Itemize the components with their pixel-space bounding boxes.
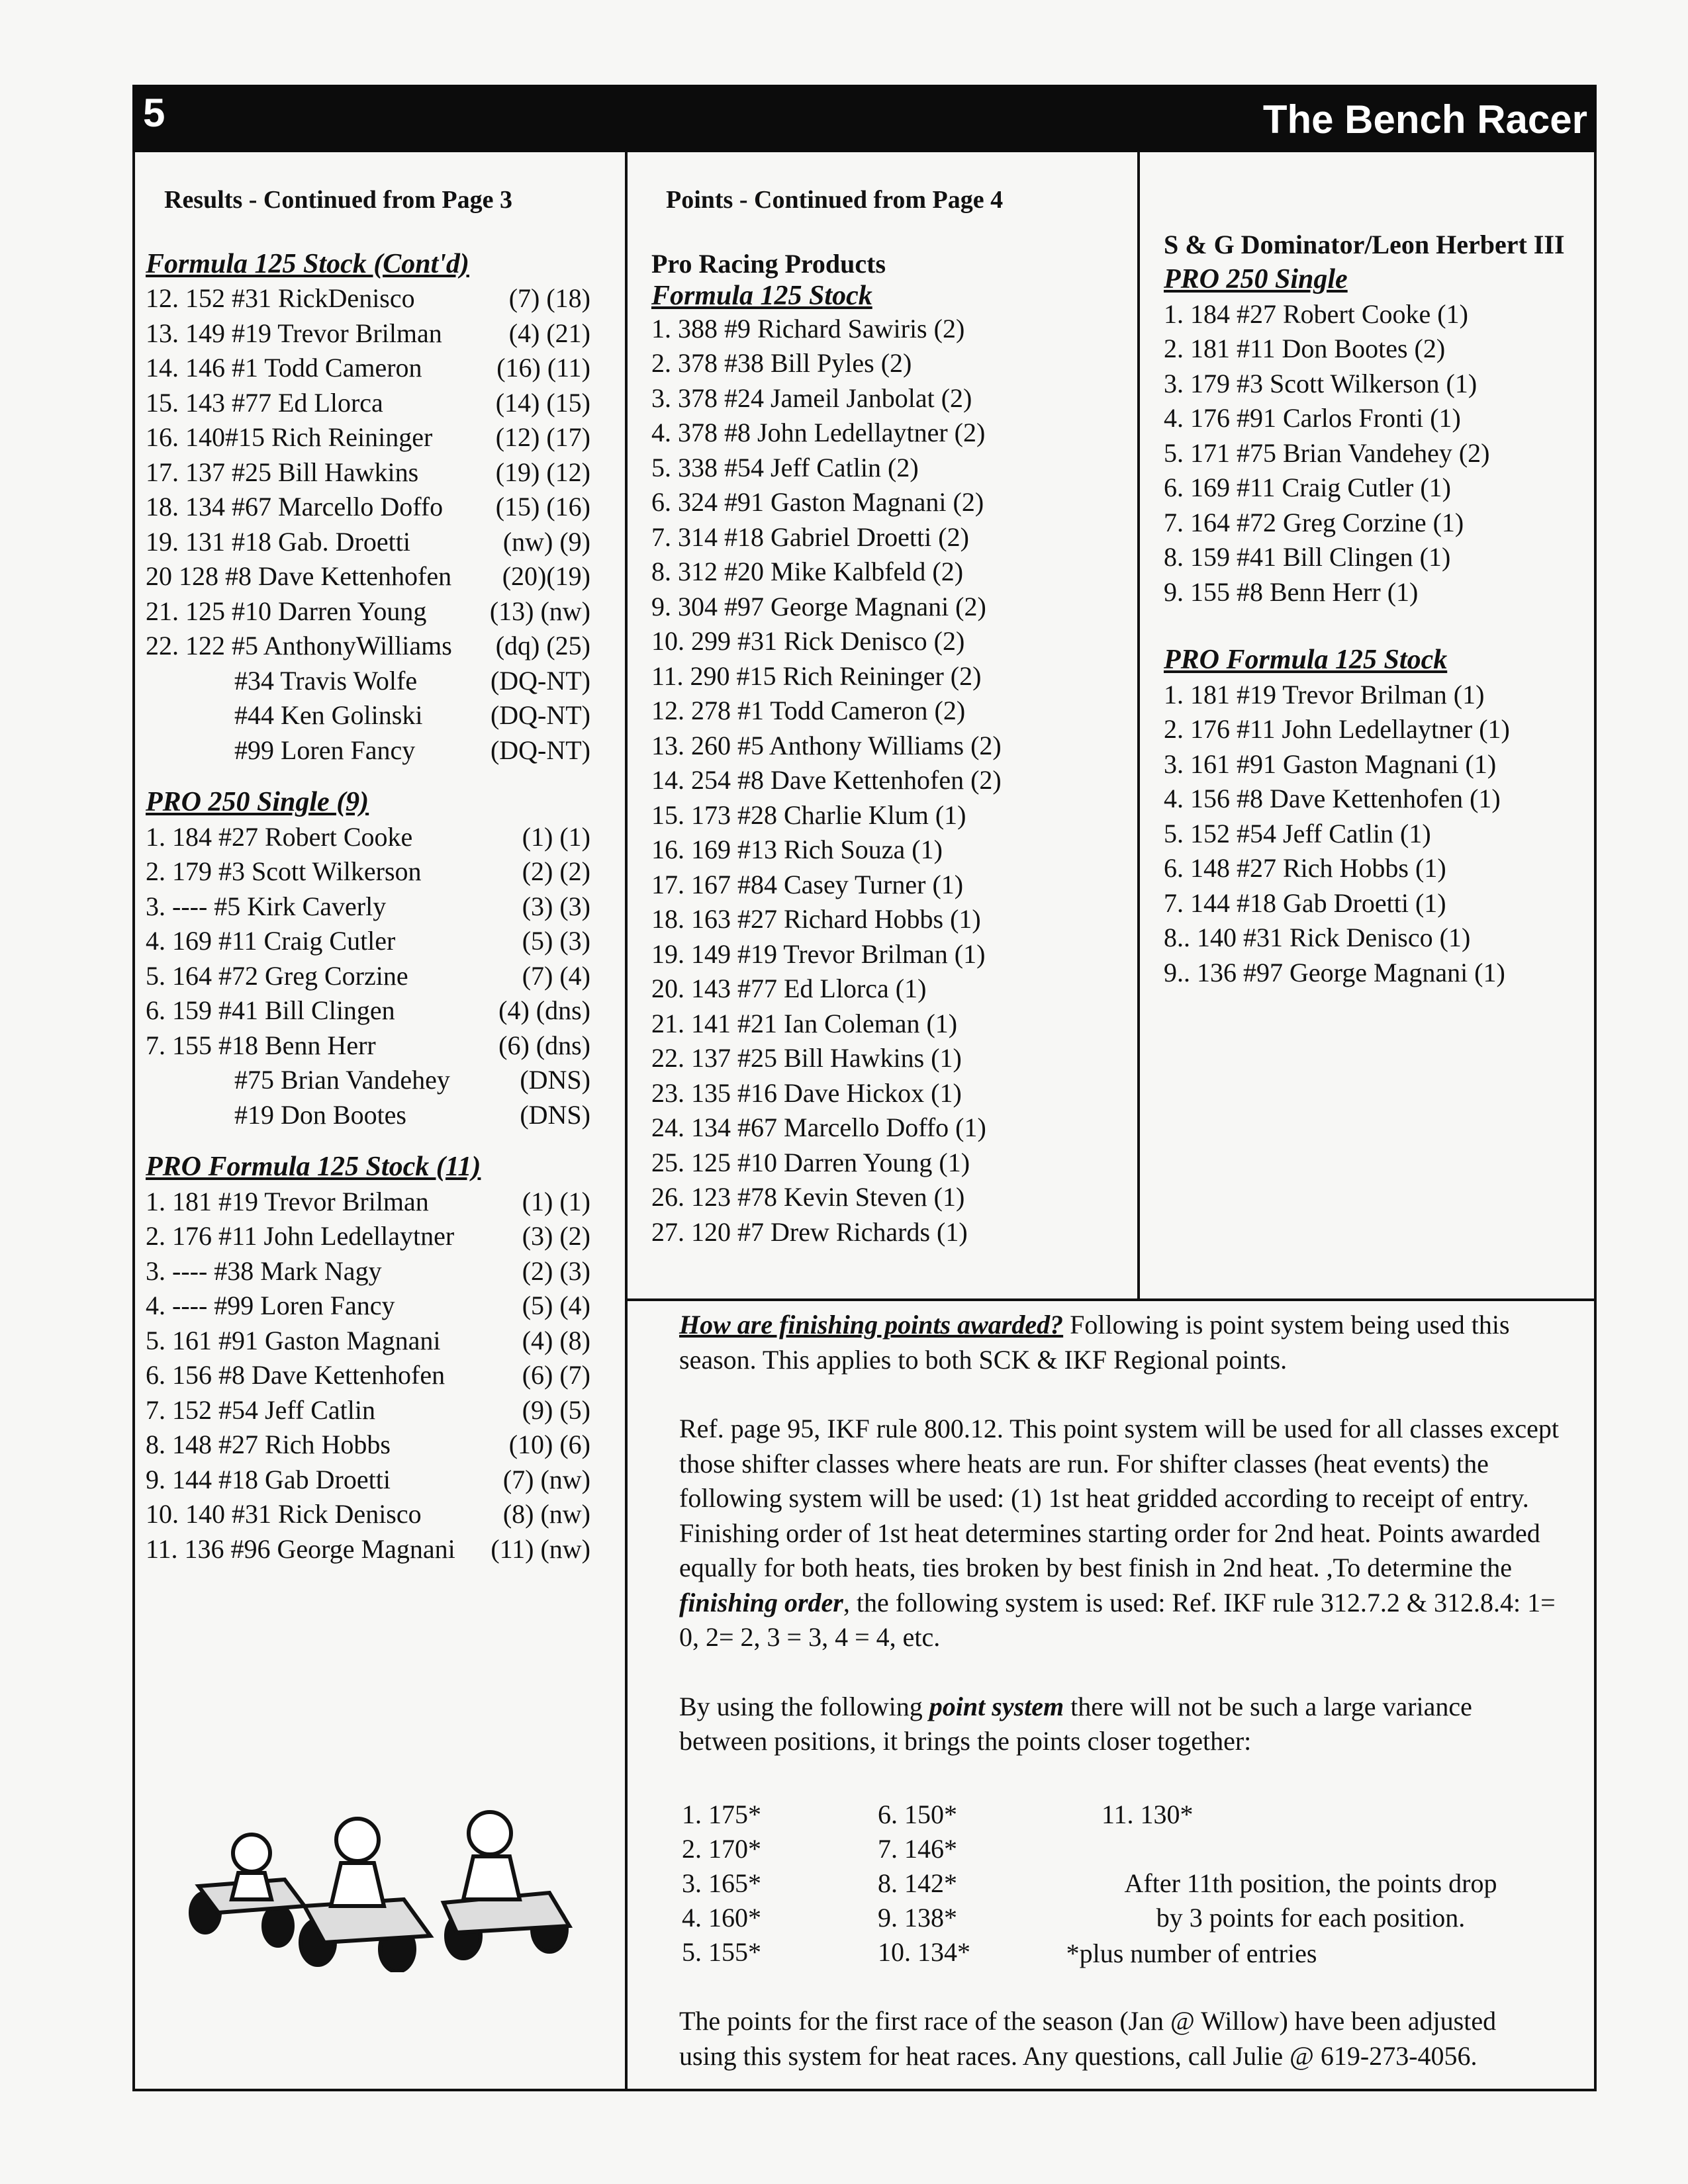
result-row [146, 1219, 590, 1254]
points-row: 4. 156 #8 Dave Kettenhofen (1) [1164, 784, 1501, 813]
heat-results: (DQ-NT) [490, 700, 590, 730]
heat-results: (2) (3) [522, 1255, 590, 1286]
heat-results: (10) (6) [508, 1430, 590, 1459]
heat-results: (6) (7) [522, 1360, 590, 1390]
points-row: 10. 299 #31 Rick Denisco (2) [651, 626, 965, 656]
heat-results: (nw) (9) [502, 526, 590, 557]
driver-entry: 22. 122 #5 AnthonyWilliams [146, 631, 452, 660]
result-row [146, 1063, 590, 1098]
points-table-cell: 5. 155* [682, 1937, 761, 1967]
points-row: 7. 164 #72 Greg Corzine (1) [1164, 507, 1464, 537]
driver-entry: 5. 164 #72 Greg Corzine [146, 960, 408, 991]
driver-entry: 11. 136 #96 George Magnani [146, 1533, 455, 1564]
article-text: The points for the first race of the season (Jan @ Willow) have been adjusted using this system for heat races. Any questions, call Julie @ 619-273-4056. [679, 2006, 1497, 2071]
article-divider [625, 1298, 1597, 1301]
heat-results: (4) (dns) [498, 995, 590, 1025]
heat-results: (1) (1) [522, 821, 590, 852]
points-table-cell: 11. 130* [1102, 1799, 1194, 1829]
sponsor-name: Pro Racing Products [651, 248, 886, 279]
points-row: 16. 169 #13 Rich Souza (1) [651, 835, 943, 864]
points-article [679, 1308, 1560, 1794]
result-row [146, 698, 590, 733]
points-row: 19. 149 #19 Trevor Brilman (1) [651, 938, 986, 969]
points-row: 1. 388 #9 Richard Sawiris (2) [651, 313, 965, 343]
points-row: 23. 135 #16 Dave Hickox (1) [651, 1077, 962, 1108]
points-table-cell: 7. 146* [878, 1834, 957, 1864]
points-row: 2. 181 #11 Don Bootes (2) [1164, 334, 1446, 363]
heat-results: (DNS) [520, 1065, 590, 1095]
points-table-cell: 10. 134* [878, 1937, 970, 1967]
driver-entry: 15. 143 #77 Ed Llorca [146, 387, 383, 418]
points-row: 12. 278 #1 Todd Cameron (2) [651, 696, 966, 725]
driver-entry: 2. 176 #11 John Ledellaytner [146, 1221, 455, 1251]
section-title: PRO Formula 125 Stock [1164, 645, 1448, 675]
driver-entry: 18. 134 #67 Marcello Doffo [146, 492, 444, 522]
points-row: 8. 312 #20 Mike Kalbfeld (2) [651, 557, 964, 586]
points-row: 3. 179 #3 Scott Wilkerson (1) [1164, 368, 1477, 398]
column-divider-left [625, 151, 628, 2091]
points-row: 3. 378 #24 Jameil Janbolat (2) [651, 383, 972, 413]
points-row: 4. 378 #8 John Ledellaytner (2) [651, 418, 986, 447]
points-row: 20. 143 #77 Ed Llorca (1) [651, 974, 927, 1003]
driver-entry: 6. 156 #8 Dave Kettenhofen [146, 1360, 445, 1390]
driver-entry: 8. 148 #27 Rich Hobbs [146, 1430, 391, 1459]
result-row [146, 664, 590, 699]
points-table-cell: 6. 150* [878, 1799, 957, 1829]
result-row [146, 924, 590, 959]
heat-results: (19) (12) [495, 457, 590, 487]
driver-entry: 20 128 #8 Dave Kettenhofen [146, 561, 452, 591]
article-text: there will not be such a large variance between positions, it brings the points closer together: [679, 1691, 1472, 1756]
heat-results: (6) (dns) [498, 1030, 590, 1060]
sponsor-name: S & G Dominator/Leon Herbert III [1164, 230, 1565, 259]
result-row [146, 455, 590, 490]
result-row [146, 854, 590, 889]
heat-results: (8) (nw) [502, 1499, 590, 1529]
driver-entry: 16. 140#15 Rich Reininger [146, 422, 433, 452]
section-spacer [1164, 610, 1601, 643]
driver-entry: #75 Brian Vandehey [234, 1065, 450, 1095]
result-row [146, 594, 590, 629]
driver-entry: 5. 161 #91 Gaston Magnani [146, 1325, 441, 1355]
points-row: 6. 324 #91 Gaston Magnani (2) [651, 487, 984, 517]
points-row: 11. 290 #15 Rich Reininger (2) [651, 660, 982, 691]
points-list [651, 312, 1128, 1250]
heat-results: (11) (nw) [491, 1533, 590, 1564]
article-emphasis: point system [929, 1691, 1064, 1721]
article-text: Ref. page 95, IKF rule 800.12. This point system will be used for all classes except those shifter classes where heats are run. For shifter classes (heat events) the following system will be used: (1) 1st heat gridded according to receipt of entry. Finishing order of 1st heat determines starting order for 2nd heat. Points awarded equally for both heats, ties broken by best finish in 2nd heat. ,To determine the [679, 1414, 1560, 1582]
driver-entry: 1. 184 #27 Robert Cooke [146, 821, 413, 852]
points-row: 8. 159 #41 Bill Clingen (1) [1164, 542, 1451, 572]
points-row: 24. 134 #67 Marcello Doffo (1) [651, 1113, 986, 1142]
points-table-cell: 8. 142* [878, 1868, 957, 1898]
driver-entry: #19 Don Bootes [234, 1099, 406, 1130]
points-row: 7. 314 #18 Gabriel Droetti (2) [651, 522, 969, 552]
article-paragraph-4 [679, 2004, 1560, 2108]
heat-results: (9) (5) [522, 1394, 590, 1425]
points-row: 15. 173 #28 Charlie Klum (1) [651, 799, 966, 830]
heat-results: (13) (nw) [489, 596, 590, 626]
points-row: 1. 181 #19 Trevor Brilman (1) [1164, 679, 1485, 709]
result-row [146, 959, 590, 994]
sponsor-sections [1164, 262, 1601, 990]
driver-entry: 21. 125 #10 Darren Young [146, 596, 427, 626]
result-row [146, 1393, 590, 1428]
section-spacer [146, 768, 590, 785]
result-row [146, 629, 590, 664]
plus-entries-note: *plus number of entries [1066, 1938, 1317, 1968]
driver-entry: 9. 144 #18 Gab Droetti [146, 1464, 391, 1494]
heat-results: (1) (1) [522, 1186, 590, 1216]
driver-entry: 3. ---- #5 Kirk Caverly [146, 891, 387, 921]
heat-results: (5) (4) [522, 1291, 590, 1320]
points-table-cell: 2. 170* [682, 1834, 761, 1864]
points-table-cell: 1. 175* [682, 1799, 761, 1829]
article-text: Following is point system being used this season. This applies to both SCK & IKF Regional points. [679, 1310, 1510, 1375]
points-row: 18. 163 #27 Richard Hobbs (1) [651, 904, 981, 934]
points-table-cell: 9. 138* [878, 1903, 957, 1933]
driver-entry: 17. 137 #25 Bill Hawkins [146, 457, 419, 487]
results-sections [146, 247, 590, 1567]
points-table-col-3 [1102, 1797, 1194, 1832]
section-title: PRO Formula 125 Stock (11) [146, 1152, 481, 1182]
heat-results: (DNS) [520, 1099, 590, 1130]
result-row [146, 1098, 590, 1133]
result-row [146, 316, 590, 351]
result-row [146, 1497, 590, 1532]
section-title: Formula 125 Stock [651, 280, 872, 311]
points-table-cell: 4. 160* [682, 1903, 761, 1933]
driver-entry: 13. 149 #19 Trevor Brilman [146, 318, 442, 348]
result-row [146, 1463, 590, 1498]
result-row [146, 993, 590, 1028]
points-row: 27. 120 #7 Drew Richards (1) [651, 1216, 968, 1247]
article-text: , the following system is used: Ref. IKF rule 312.7.2 & 312.8.4: 1= 0, 2= 2, 3 = 3, 4 = 4, etc. [679, 1587, 1556, 1652]
points-row: 9. 155 #8 Benn Herr (1) [1164, 576, 1419, 607]
results-column [146, 183, 590, 1567]
go-kart-illustration [179, 1774, 576, 1972]
points-row: 7. 144 #18 Gab Droetti (1) [1164, 887, 1446, 918]
after-11th-note [1072, 1866, 1549, 1935]
heat-results: (7) (nw) [502, 1464, 590, 1494]
result-row [146, 281, 590, 316]
result-row [146, 889, 590, 925]
points-row: 14. 254 #8 Dave Kettenhofen (2) [651, 765, 1002, 795]
points-table-col-2 [878, 1797, 970, 1970]
points-row: 6. 148 #27 Rich Hobbs (1) [1164, 853, 1446, 883]
points-row: 1. 184 #27 Robert Cooke (1) [1164, 298, 1468, 329]
heat-results: (7) (4) [522, 960, 590, 991]
article-paragraph-2 [679, 1412, 1560, 1655]
points-row: 2. 378 #38 Bill Pyles (2) [651, 348, 912, 378]
points-row: 25. 125 #10 Darren Young (1) [651, 1147, 970, 1177]
article-paragraph-1 [679, 1308, 1560, 1377]
page-number: 5 [143, 91, 165, 135]
points-row: 3. 161 #91 Gaston Magnani (1) [1164, 749, 1497, 779]
points-row: 8.. 140 #31 Rick Denisco (1) [1164, 923, 1471, 952]
heat-results: (14) (15) [495, 387, 590, 418]
heat-results: (16) (11) [496, 353, 590, 383]
points-row: 26. 123 #78 Kevin Steven (1) [651, 1182, 965, 1212]
article-text: By using the following [679, 1691, 929, 1721]
section-title: PRO 250 Single [1164, 264, 1348, 295]
driver-entry: 14. 146 #1 Todd Cameron [146, 353, 422, 383]
driver-entry: 10. 140 #31 Rick Denisco [146, 1499, 422, 1529]
heat-results: (2) (2) [522, 856, 590, 886]
heat-results: (12) (17) [495, 422, 590, 452]
result-row [146, 1532, 590, 1567]
publication-title: The Bench Racer [1262, 97, 1587, 142]
article-paragraph-3 [679, 1690, 1560, 1759]
driver-entry: 12. 152 #31 RickDenisco [146, 283, 415, 313]
heat-results: (3) (2) [522, 1221, 590, 1251]
points-table-col-1 [682, 1797, 761, 1970]
heat-results: (7) (18) [508, 283, 590, 313]
article-question: How are finishing points awarded? [679, 1310, 1064, 1340]
page-header [132, 85, 1597, 152]
result-row [146, 1289, 590, 1324]
points-row: 9. 304 #97 George Magnani (2) [651, 591, 986, 621]
note-line: After 11th position, the points drop [1124, 1868, 1497, 1898]
driver-entry: 6. 159 #41 Bill Clingen [146, 995, 395, 1025]
heat-results: (DQ-NT) [490, 665, 590, 696]
sponsor-points-column [1164, 228, 1601, 990]
points-row: 2. 176 #11 John Ledellaytner (1) [1164, 714, 1510, 744]
heat-results: (dq) (25) [495, 631, 590, 660]
points-row: 4. 176 #91 Carlos Fronti (1) [1164, 403, 1461, 433]
note-line: by 3 points for each position. [1156, 1903, 1466, 1933]
points-row: 5. 152 #54 Jeff Catlin (1) [1164, 818, 1431, 848]
result-row [146, 386, 590, 421]
driver-entry: 7. 152 #54 Jeff Catlin [146, 1394, 376, 1425]
heat-results: (4) (8) [522, 1325, 590, 1355]
result-row [146, 525, 590, 560]
driver-entry: 3. ---- #38 Mark Nagy [146, 1255, 382, 1286]
heat-results: (3) (3) [522, 891, 590, 921]
section-title: Formula 125 Stock (Cont'd) [146, 248, 469, 279]
section-spacer [146, 1132, 590, 1150]
points-row: 21. 141 #21 Ian Coleman (1) [651, 1008, 958, 1038]
driver-entry: #99 Loren Fancy [234, 735, 416, 765]
points-row: 5. 171 #75 Brian Vandehey (2) [1164, 437, 1490, 468]
driver-entry: #34 Travis Wolfe [234, 665, 418, 696]
result-row [146, 1254, 590, 1289]
points-row: 6. 169 #11 Craig Cutler (1) [1164, 473, 1452, 502]
column-divider-right [1137, 151, 1140, 1301]
points-table-cell: 3. 165* [682, 1868, 761, 1898]
heat-results: (5) (3) [522, 926, 590, 956]
heat-results: (DQ-NT) [490, 735, 590, 765]
section-title: PRO 250 Single (9) [146, 787, 369, 817]
points-row: 9.. 136 #97 George Magnani (1) [1164, 957, 1505, 987]
driver-entry: 19. 131 #18 Gab. Droetti [146, 526, 410, 557]
result-row [146, 1185, 590, 1220]
points-column [651, 183, 1128, 1250]
points-heading: Points - Continued from Page 4 [666, 186, 1004, 214]
driver-entry: 4. ---- #99 Loren Fancy [146, 1291, 395, 1320]
driver-entry: 4. 169 #11 Craig Cutler [146, 926, 396, 956]
result-row [146, 420, 590, 455]
result-row [146, 490, 590, 525]
results-heading: Results - Continued from Page 3 [164, 186, 513, 214]
result-row [146, 559, 590, 594]
result-row [146, 1324, 590, 1359]
result-row [146, 1428, 590, 1463]
result-row [146, 351, 590, 386]
points-row: 5. 338 #54 Jeff Catlin (2) [651, 452, 919, 482]
result-row [146, 733, 590, 768]
driver-entry: 2. 179 #3 Scott Wilkerson [146, 856, 422, 886]
result-row [146, 1028, 590, 1064]
article-emphasis: finishing order [679, 1587, 843, 1617]
heat-results: (20)(19) [502, 561, 590, 591]
driver-entry: 1. 181 #19 Trevor Brilman [146, 1186, 429, 1216]
result-row [146, 1358, 590, 1393]
result-row [146, 820, 590, 855]
heat-results: (4) (21) [508, 318, 590, 348]
points-row: 22. 137 #25 Bill Hawkins (1) [651, 1043, 962, 1073]
heat-results: (15) (16) [495, 492, 590, 522]
driver-entry: #44 Ken Golinski [234, 700, 423, 730]
driver-entry: 7. 155 #18 Benn Herr [146, 1030, 376, 1060]
points-row: 17. 167 #84 Casey Turner (1) [651, 869, 964, 899]
points-row: 13. 260 #5 Anthony Williams (2) [651, 730, 1002, 760]
